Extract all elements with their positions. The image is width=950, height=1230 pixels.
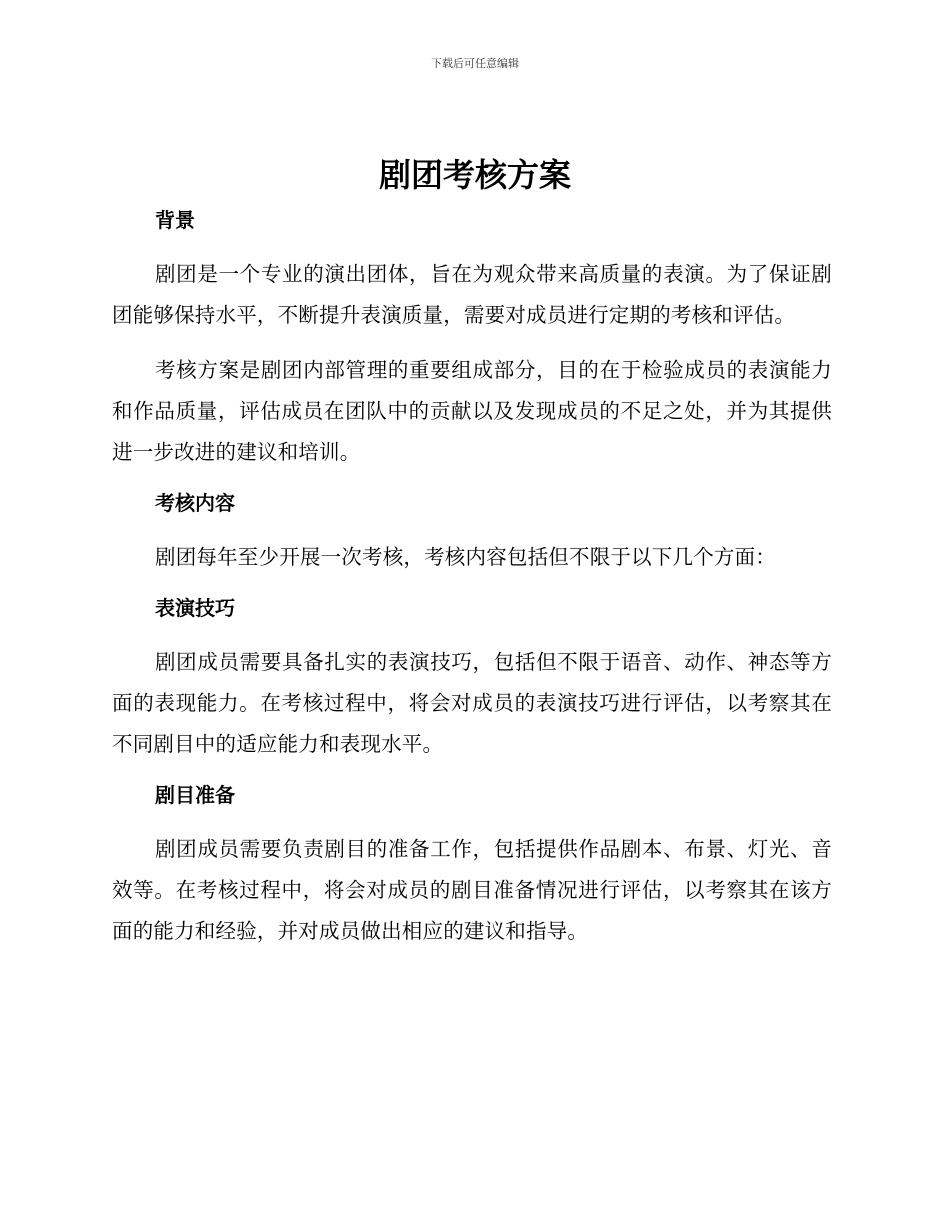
section-heading-performance-skills: 表演技巧 (155, 596, 235, 620)
paragraph-background-1: 剧团是一个专业的演出团体，旨在为观众带来高质量的表演。为了保证剧团能够保持水平，不断提升表演质量，需要对成员进行定期的考核和评估。 (112, 262, 832, 327)
paragraph-performance-skills-1: 剧团成员需要具备扎实的表演技巧，包括但不限于语音、动作、神态等方面的表现能力。在考核过程中，将会对成员的表演技巧进行评估，以考察其在不同剧目中的适应能力和表现水平。 (112, 650, 832, 756)
paragraph-repertoire-preparation-1: 剧团成员需要负责剧目的准备工作，包括提供作品剧本、布景、灯光、音效等。在考核过程中，将会对成员的剧目准备情况进行评估，以考察其在该方面的能力和经验，并对成员做出相应的建议和指导。 (112, 837, 832, 943)
document-title: 剧团考核方案 (378, 156, 571, 194)
paragraph-background-2: 考核方案是剧团内部管理的重要组成部分，目的在于检验成员的表演能力和作品质量，评估成员在团队中的贡献以及发现成员的不足之处，并为其提供进一步改进的建议和培训。 (112, 358, 832, 464)
paragraph-assessment-content-1: 剧团每年至少开展一次考核，考核内容包括但不限于以下几个方面： (155, 545, 776, 569)
section-heading-repertoire-preparation: 剧目准备 (155, 783, 235, 807)
header-note: 下载后可任意编辑 (431, 57, 519, 70)
document-body (112, 200, 832, 952)
section-heading-assessment-content: 考核内容 (155, 491, 235, 515)
section-heading-background: 背景 (155, 208, 195, 232)
